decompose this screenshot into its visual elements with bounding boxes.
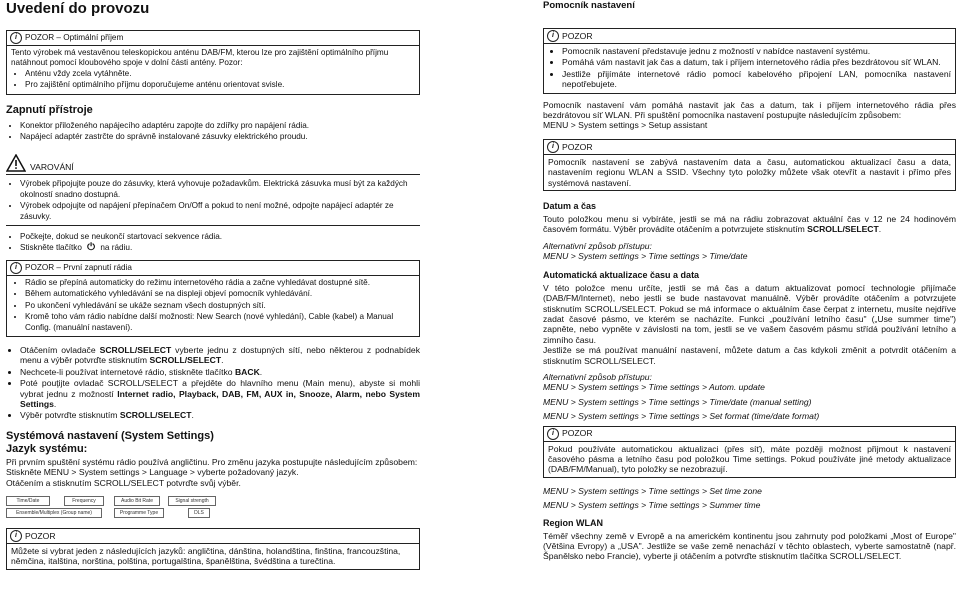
info-icon: i [10,32,22,44]
note-heading: POZOR [562,428,593,439]
language-text: Při prvním spuštění systému rádio používá angličtinu. Pro změnu jazyka postupujte následujícím způsobem: [6,456,418,467]
menu-option: DLS [188,508,210,518]
page-title: Uvedení do provozu [6,0,150,17]
menu-option: Frequency [64,496,104,506]
note-list [11,69,415,91]
auto-update-text: V této položce menu určíte, jestli se má čas a datum aktualizovat pomocí technologie přijímače (DAB/FM/Internet), nebo jestli se bude nastavovat manuálně. Výběr provádíte otáčením a potvrzujete stisknutím SCROLL/SELECT. Pokud se má informace o aktuálním čase čerpat z internetu, musíte nejdříve zadat časové pásmo, ve kterém se nacházíte. Funkci „používání letního času" („Use summer time") zapněte, nebo vypněte v závislosti na tom, jestli se ve vašem časovém pásmu střídá používání letního a zimního času. [543,282,956,345]
note-text: Můžete si vybrat jeden z následujících jazyků: angličtina, dánština, holandština, finština, francouzština, němčina, italština, norština, polština, portugalština, španělština, švédština a turečtina. [11,545,401,567]
power-icon: ⏻ [87,242,96,254]
note-box-reception [6,30,420,95]
note-box-languages [6,528,420,570]
divider [6,225,420,226]
list-item: • Konektor přiloženého napájecího adaptéru zapojte do zdířky pro napájení rádia. [20,121,420,131]
language-step: Otáčením a stisknutím SCROLL/SELECT potvrďte svůj výběr. [6,477,241,488]
warning-icon [6,154,26,172]
menu-option: Signal strength [168,496,216,506]
region-text: Téměř všechny země v Evropě a na americkém kontinentu jsou zahrnuty pod položkami „Most of Europe" (Většina Evropy) a „USA". Jestliže se vaše země nenachází v těchto oblastech, vyberte samostatně (např. Španělsko nebo Francie), vyberte ji otáčením a potvrďte stisknutím tlačítka SCROLL/SELECT. [543,530,956,562]
note-heading: POZOR – První zapnutí rádia [25,262,132,272]
menu-path: MENU > System settings > Time settings > Time/date [543,251,748,262]
list-item: • Výběr potvrďte stisknutím SCROLL/SELECT. [20,410,420,420]
note-text: Tento výrobek má vestavěnou teleskopickou anténu DAB/FM, kterou lze pro zajištění optimálního příjmu natáhnout pomocí kloubového spoje v dolní části antény. Pozor: [11,48,389,68]
start-list [6,232,420,254]
note-box-timezone [543,426,956,478]
note-box-helper [543,28,956,94]
info-icon: i [547,141,559,153]
note-list [11,278,415,333]
list-item: • Stiskněte tlačítko ⏻ na rádiu. [20,243,420,253]
helper-text: Pomocník nastavení vám pomáhá nastavit jak čas a datum, tak i příjem internetového rádia přes bezdrátovou síť WLAN. Při spuštění pomocníka nastavení postupujte následujícím způsobem: [543,99,956,121]
section-title: Pomocník nastavení [543,0,635,11]
list-item: • Anténu vždy zcela vytáhněte. [25,69,415,79]
right-column [543,0,956,566]
note-list [548,46,951,90]
alt-access-label: Alternativní způsob přístupu: [543,240,652,251]
menu-option: Time/Date [6,496,50,506]
warning-heading: VAROVÁNÍ [30,162,74,173]
list-item: • Pomáhá vám nastavit jak čas a datum, tak i příjem internetového rádia přes bezdrátovou síť WLAN. [562,57,951,67]
note-box-helper-scope [543,139,956,191]
list-item: • Počkejte, dokud se neukončí startovací sekvence rádia. [20,232,420,242]
section-heading-system: Systémová nastavení (System Settings) [6,429,214,442]
note-heading: POZOR [25,530,56,541]
menu-path: MENU > System settings > Time settings > Set time zone [543,485,762,496]
note-text: Pomocník nastavení se zabývá nastavením data a času, automatickou aktualizací času a data, nastavením regionu WLAN a SSID. Všechny tyto položky můžete však otevřít a nastavit i přímo přes systémová nastavení. [548,156,951,188]
power-list [6,121,420,143]
list-item: • Poté pouţijte ovladač SCROLL/SELECT a přejděte do hlavního menu (Main menu), abyste si mohli vybrat jednu z možností Internet radio, Playback, DAB, FM, AUX in, Snooze, Alarm, nebo System Settings. [20,378,420,409]
warning-list [6,179,420,222]
helper-path: MENU > System settings > Setup assistant [543,120,708,131]
list-item: • Pomocník nastavení představuje jednu z možností v nabídce nastavení systému. [562,46,951,56]
menu-path: MENU > System settings > Time settings > Set format (time/date format) [543,411,820,422]
list-item: • Otáčením ovladače SCROLL/SELECT vyberte jednu z dostupných sítí, nebo některou z podnabídek menu a výběr potvrďte stisknutím SCROLL/SELECT. [20,345,420,366]
menu-option: Programme Type [114,508,164,518]
info-icon: i [10,530,22,542]
list-item: • Jestliže přijímáte internetové rádio pomocí kabelového připojení LAN, pomocníka nastavení nepotřebujete. [562,69,951,90]
note-heading: POZOR [562,30,593,41]
menu-option: Ensemble/Multiplex (Group name) [6,508,102,518]
note-box-first-start [6,260,420,337]
warning-header [6,154,420,172]
note-heading: POZOR [562,141,593,152]
info-icon: i [547,30,559,42]
auto-update-text-2: Jestliže se má používat manuální nastavení, můžete datum a čas kdykoli změnit a potvrdit otáčením a stisknutím SCROLL/SELECT. [543,345,956,366]
list-item: • Po ukončení vyhledávání se ukáže seznam všech dostupných sítí. [25,301,415,311]
info-icon: i [10,262,22,274]
navigation-list [6,345,420,421]
list-item: • Nechcete-li používat internetové rádio, stiskněte tlačítko BACK. [20,367,420,377]
menu-path: MENU > System settings > Time settings > Time/date (manual setting) [543,396,812,407]
section-heading-auto-update: Automatická aktualizace času a data [543,269,700,280]
menu-path: MENU > System settings > Time settings > Autom. update [543,382,765,393]
alt-access-label: Alternativní způsob přístupu: [543,371,652,382]
datetime-text: Touto položkou menu si vybíráte, jestli se má na rádiu zobrazovat aktuální čas v 12 ne 24 hodinovém časovém formátu. Výběr provádíte otáčením a potvrzujete stisknutím SCROLL/SELECT. [543,214,956,235]
list-item: • Rádio se přepíná automaticky do režimu internetového rádia a začne vyhledávat dostupné sítě. [25,278,415,288]
info-icon: i [547,428,559,440]
list-item: • Během automatického vyhledávání se na displeji objeví pomocník vyhledávání. [25,289,415,299]
menu-option: Audio Bit Rate [114,496,160,506]
note-text: Pokud používáte automatickou aktualizaci (přes síť), máte později možnost přijmout k nastavení časového pásma a letního času pod položkou Time settings. Pokud používáte jiné metody aktualizace (DAB/FM/Manual), tyto položky se nezobrazují. [548,443,951,475]
note-heading: POZOR – Optimální příjem [25,32,124,42]
list-item: • Napájecí adaptér zastrčte do správně instalované zásuvky elektrického proudu. [20,132,420,142]
divider [6,174,420,175]
section-heading-power: Zapnutí přístroje [6,103,93,116]
display-info-illustration [6,494,246,520]
left-column [6,0,420,570]
section-heading-region: Region WLAN [543,517,603,528]
language-step: Stiskněte MENU > System settings > Language > vyberte požadovaný jazyk. [6,467,299,478]
section-heading-language: Jazyk systému: [6,442,88,455]
menu-path: MENU > System settings > Time settings > Summer time [543,500,761,511]
list-item: • Výrobek připojujte pouze do zásuvky, která vyhovuje požadavkům. Elektrická zásuvka musí být za každých okolností snadno dostupná. [20,179,420,200]
list-item: • Kromě toho vám rádio nabídne další možnosti: New Search (nové vyhledání), Cable (kabel) a Manual Config. (manuální nastavení). [25,312,415,333]
section-heading-datetime: Datum a čas [543,201,597,212]
list-item: • Výrobek odpojujte od napájení přepínačem On/Off a pokud to není možné, odpojte napájecí adaptér ze zásuvky. [20,201,420,222]
list-item: • Pro zajištění optimálního příjmu doporučujeme anténu orientovat svisle. [25,80,415,90]
